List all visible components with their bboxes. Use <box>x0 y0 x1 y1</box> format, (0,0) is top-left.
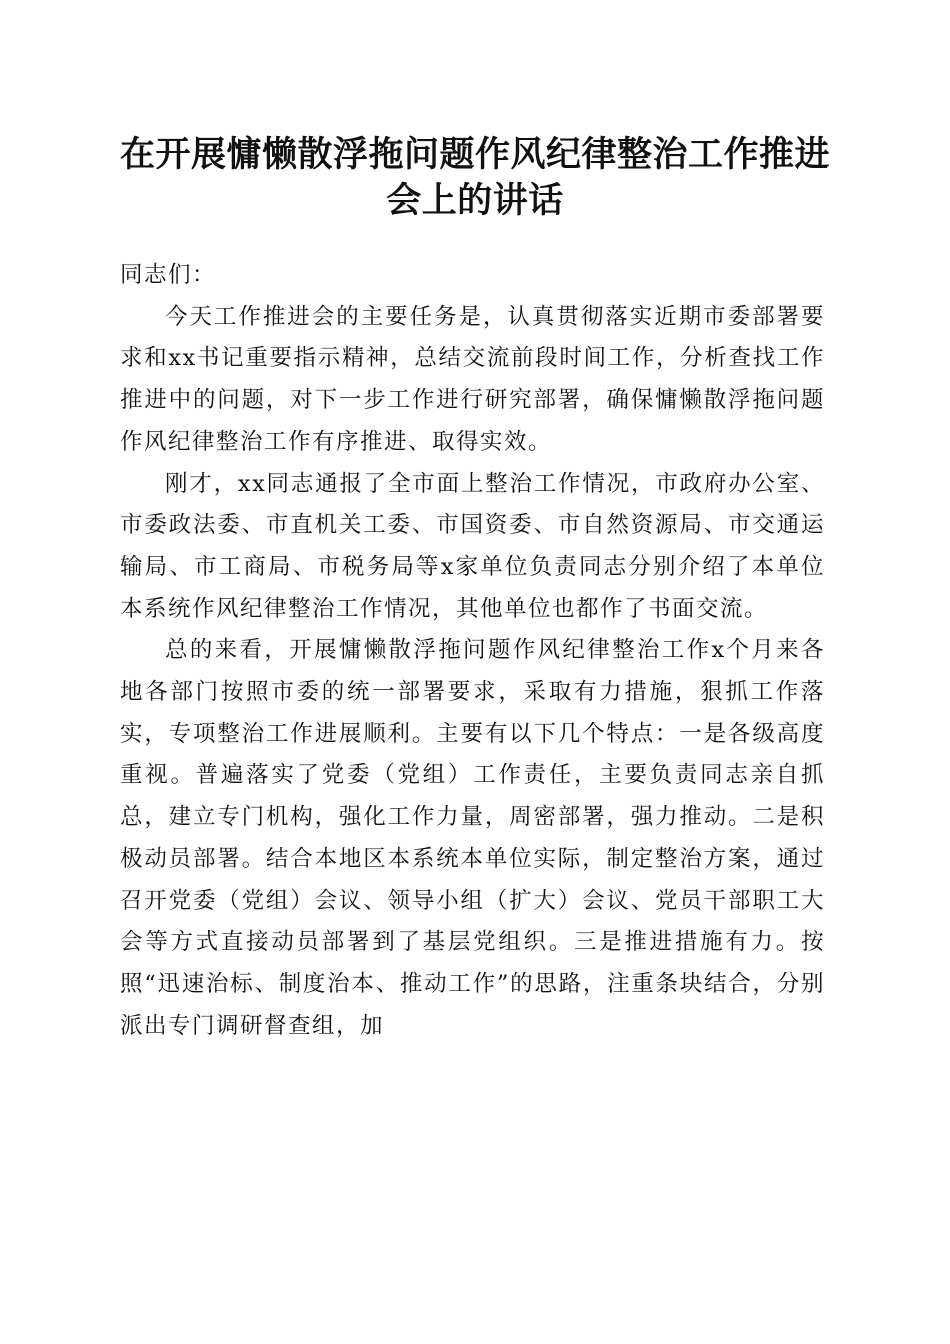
paragraph-3: 总的来看，开展慵懒散浮拖问题作风纪律整治工作x个月来各地各部门按照市委的统一部署要求，采取有力措施，狠抓工作落实，专项整治工作进展顺利。主要有以下几个特点：一是各级高度重视。普遍落实了党委（党组）工作责任，主要负责同志亲自抓总，建立专门机构，强化工作力量，周密部署，强力推动。二是积极动员部署。结合本地区本系统本单位实际，制定整治方案，通过召开党委（党组）会议、领导小组（扩大）会议、党员干部职工大会等方式直接动员部署到了基层党组织。三是推进措施有力。按照“迅速治标、制度治本、推动工作”的思路，注重条块结合，分别派出专门调研督查组，加 <box>120 637 825 1039</box>
paragraph-2: 刚才，xx同志通报了全市面上整治工作情况，市政府办公室、市委政法委、市直机关工委、市国资委、市自然资源局、市交通运输局、市工商局、市税务局等x家单位负责同志分别介绍了本单位本系统作风纪律整治工作情况，其他单位也都作了书面交流。 <box>120 470 825 622</box>
salutation: 同志们： <box>120 262 217 288</box>
document-body <box>120 255 825 1047</box>
document-title: 在开展慵懒散浮拖问题作风纪律整治工作推进会上的讲话 <box>119 134 830 221</box>
paragraph-1: 今天工作推进会的主要任务是，认真贯彻落实近期市委部署要求和xx书记重要指示精神，总结交流前段时间工作，分析查找工作推进中的问题，对下一步工作进行研究部署，确保慵懒散浮拖问题作风纪律整治工作有序推进、取得实效。 <box>120 303 825 455</box>
